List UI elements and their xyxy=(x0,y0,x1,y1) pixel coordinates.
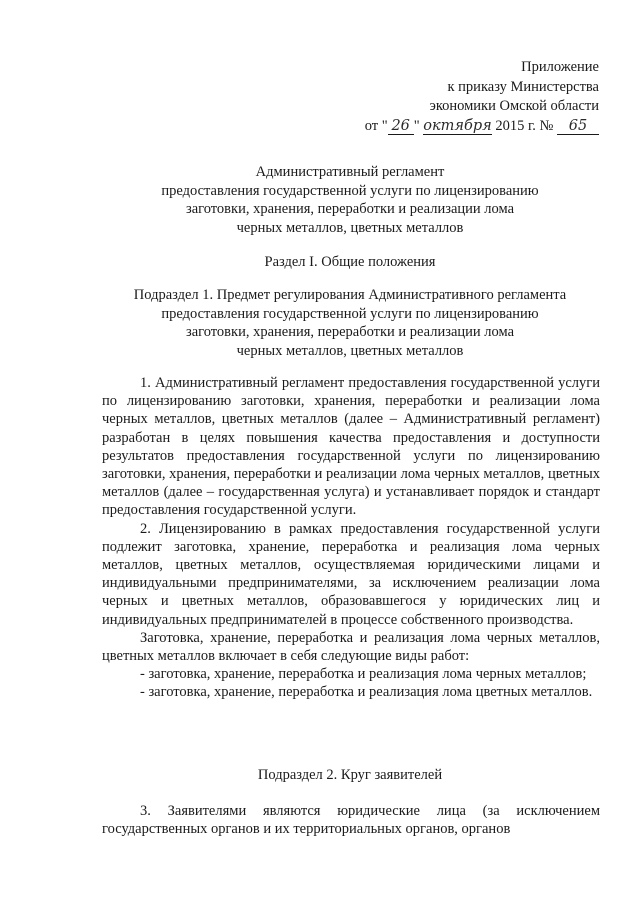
date-mid: " xyxy=(413,117,424,134)
appendix-ministry: экономики Омской области xyxy=(429,98,599,114)
paragraph-5: - заготовка, хранение, переработка и реализация лома цветных металлов. xyxy=(140,684,593,701)
title-line-4: черных металлов, цветных металлов xyxy=(236,219,464,236)
handwritten-order-number: 65 xyxy=(557,118,599,135)
paragraph-4: - заготовка, хранение, переработка и реализация лома черных металлов; xyxy=(140,666,587,683)
paragraph-6: 3. Заявителями являются юридические лица (за исключением государственных органов и их территориальных органов, органов xyxy=(102,803,600,838)
date-prefix: от " xyxy=(364,117,388,134)
paragraph-2: 2. Лицензированию в рамках предоставления государственной услуги подлежит заготовка, хранение, переработка и реализация лома черных металлов, цветных металлов, осуществляемая юридическими лицами и индивидуальными предпринимателями, за исключением реализации лома черных и цветных металлов, образовавшегося у юридических лиц и индивидуальных предпринимателей в процессе собственного производства. xyxy=(102,520,600,628)
appendix-date-line xyxy=(339,117,599,137)
body-paragraphs xyxy=(102,374,600,702)
handwritten-month: октября xyxy=(423,117,492,134)
title-line-1: Административный регламент xyxy=(255,164,445,180)
body-paragraphs-2 xyxy=(102,802,600,838)
subsection-1-line-3: заготовки, хранения, переработки и реализации лома xyxy=(185,324,515,340)
subsection-1-heading xyxy=(100,286,600,360)
title-line-2: предоставления государственной услуги по лицензированию xyxy=(161,182,539,199)
appendix-label: Приложение xyxy=(521,59,599,75)
subsection-1-line-1: Подраздел 1. Предмет регулирования Административного регламента xyxy=(133,287,567,303)
paragraph-3: Заготовка, хранение, переработка и реализация лома черных металлов, цветных металлов включает в себя следующие виды работ: xyxy=(102,629,600,665)
handwritten-day: 26 xyxy=(388,118,414,135)
appendix-order-ref: к приказу Министерства xyxy=(447,78,599,95)
paragraph-1: 1. Административный регламент предоставления государственной услуги по лицензированию заготовки, хранения, переработки и реализации лома черных металлов, цветных металлов (далее – Административный регламент) разработан в целях повышения качества предоставления и доступности результатов предоставления государственной услуги по лицензированию заготовки, хранения, переработки и реализации лома черных металлов, цветных металлов (далее – государственная услуга) и устанавливает порядок и стандарт предоставления государственной услуги. xyxy=(102,375,600,519)
section-heading xyxy=(100,253,600,272)
date-year: 2015 г. № xyxy=(491,117,557,134)
subsection-2-heading xyxy=(100,766,600,785)
appendix-block xyxy=(339,58,599,136)
section-1-title: Раздел I. Общие положения xyxy=(264,254,436,270)
subsection-1-line-4: черных металлов, цветных металлов xyxy=(236,342,464,359)
document-title xyxy=(100,163,600,237)
subsection-1-line-2: предоставления государственной услуги по лицензированию xyxy=(161,305,539,322)
title-line-3: заготовки, хранения, переработки и реализации лома xyxy=(185,201,515,217)
subsection-2-title: Подраздел 2. Круг заявителей xyxy=(257,767,443,783)
